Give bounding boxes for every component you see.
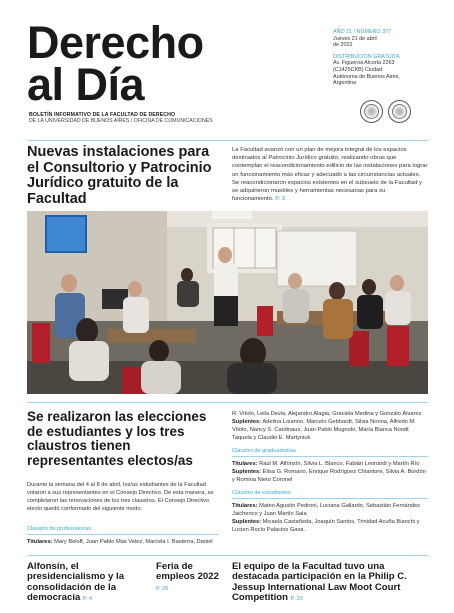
estudiantes-titulares-label: Titulares: [232,502,258,509]
profesores-heading: Claustro de profesores/as [27,526,92,532]
article1-lead [232,146,428,203]
estudiantes-suplentes [232,518,428,534]
article1-page-ref[interactable]: P. 3 [275,196,285,203]
article1-lead-text: La Facultad avanzó con un plan de mejora integral de los espacios destinados al Patrocinio Jurídico gratuito, realizando obras que contemplan el reacondicionamiento edilicio de las instalaciones para lograr un funcionamiento más eficaz y adecuado a las circunstancias actuales. Se reacondicionaron espacios existentes en el subsuelo de la Facultad y se adquirieron muebles y herramientas necesarias para su funcionamiento. [232,147,428,203]
teaser-feria[interactable] [156,562,222,594]
graduados-heading: Claustro de graduados/as [232,448,297,454]
consultorio-photo [27,211,428,394]
article2-left-column [27,525,219,546]
profesores-titulares-cont: R. Vítolo, Leila Devia, Alejandro Alagia, Graciela Medina y Gonzalo Álvarez [232,411,422,417]
masthead-title-line1: Derecho [27,17,204,68]
graduados-suplentes-label: Suplentes: [232,468,262,475]
profesores-titulares-label: Titulares: [27,538,53,545]
issue-date-line2: de 2022 [333,42,353,49]
graduados-suplentes-text: Elisa G. Romano, Enrique Rodríguez Chiantore, Silvia A. Bordón y Romina Nieto Coronel [232,468,426,483]
distribution-label: DISTRIBUCIÓN GRATUITA [333,53,400,60]
graduados-titulares-label: Titulares: [232,460,258,467]
address-line3: Autónoma de Buenos Aires, [333,73,400,80]
profesores-titulares-text: Mary Beloff, Juan Pablo Mas Velez, Marcela I. Basterra, Daniel [54,538,213,545]
address-line1: Av. Figueroa Alcorta 2263 [333,60,395,67]
estudiantes-suplentes-text: Micaela Castañeda, Joaquín Santos, Trinidad Acuña Bianchi y Lucien Rocío Palacios Gava. [232,518,420,533]
estudiantes-suplentes-label: Suplentes: [232,518,262,525]
graduados-titulares-text: Raúl M. Alfonsín, Silvia L. Blanco, Fabián Leonardi y Martín Río [259,460,420,467]
article2-headline: Se realizaron las elecciones de estudiantes y los tres claustros tienen representantes electos/as [27,409,207,468]
article2-lead: Durante la semana del 4 al 8 de abril, los/as estudiantes de la Facultad votaron a sus representantes en el Consejo Directivo. De esta manera, se completaron las renovaciones de los tres claustros. El Consejo Directivo electo quedó conformado del siguiente modo: [27,482,214,512]
graduados-suplentes [232,468,428,484]
masthead-subtitle: BOLETÍN INFORMATIVO DE LA FACULTAD DE DERECHO [29,112,176,118]
teaser-jessup-page-ref: P. 20 [290,595,303,602]
address-line2: (C1425CKB) Ciudad [333,66,383,73]
masthead-title [27,17,204,110]
profesores-suplentes-text: Adelina Loianno, Marcelo Gebhardt, Silvia Nonna, Alfredo M. Vítolo, Nancy S. Cardinaux, Juan Pablo Mugnolo, María Blanca Noodt Taquela y Claudio E. Martyniuk [232,419,416,441]
divider [27,140,428,141]
faculty-seal-icon [360,100,383,123]
seals [360,100,411,123]
masthead-subtitle-secondary: DE LA UNIVERSIDAD DE BUENOS AIRES / OFICINA DE COMUNICACIONES [29,118,213,124]
teaser-alfonsin-page-ref: P. 4 [83,595,93,602]
profesores-suplentes-label: Suplentes: [232,419,262,425]
university-seal-icon [388,100,411,123]
divider [27,402,428,403]
divider [27,555,428,556]
profesores-titulares [27,538,219,546]
profesores-suplentes [232,418,428,442]
estudiantes-heading: Claustro de estudiantes [232,489,291,496]
teaser-jessup[interactable] [232,562,432,604]
teaser-feria-page-ref: P. 20 [156,585,169,592]
address-line4: Argentina [333,80,357,87]
issue-number: AÑO 21 / NÚMERO 377 [333,29,392,35]
article2-right-column [232,410,428,534]
teaser-jessup-headline: El equipo de la Facultad tuvo una destacada participación en la Philip C. Jessup International Law Moot Court Competition [232,561,407,603]
graduados-titulares [232,460,428,468]
teaser-alfonsin-headline: Alfonsín, el presidencialismo y la consolidación de la democracia [27,561,125,603]
issue-info [333,29,423,87]
issue-date-line1: Jueves 21 de abril [333,35,377,42]
estudiantes-titulares [232,502,428,518]
estudiantes-titulares-text: Mateo Agustín Pedroni, Luciana Gallardo, Sebastián Fernández Jaichenco y Juan Martín Sala [232,502,421,517]
teaser-alfonsin[interactable] [27,562,147,604]
masthead-title-line2: al Día [27,59,145,110]
teaser-feria-headline: Feria de empleos 2022 [156,561,219,583]
article1-headline: Nuevas instalaciones para el Consultorio y Patrocinio Jurídico gratuito de la Facultad [27,144,212,207]
